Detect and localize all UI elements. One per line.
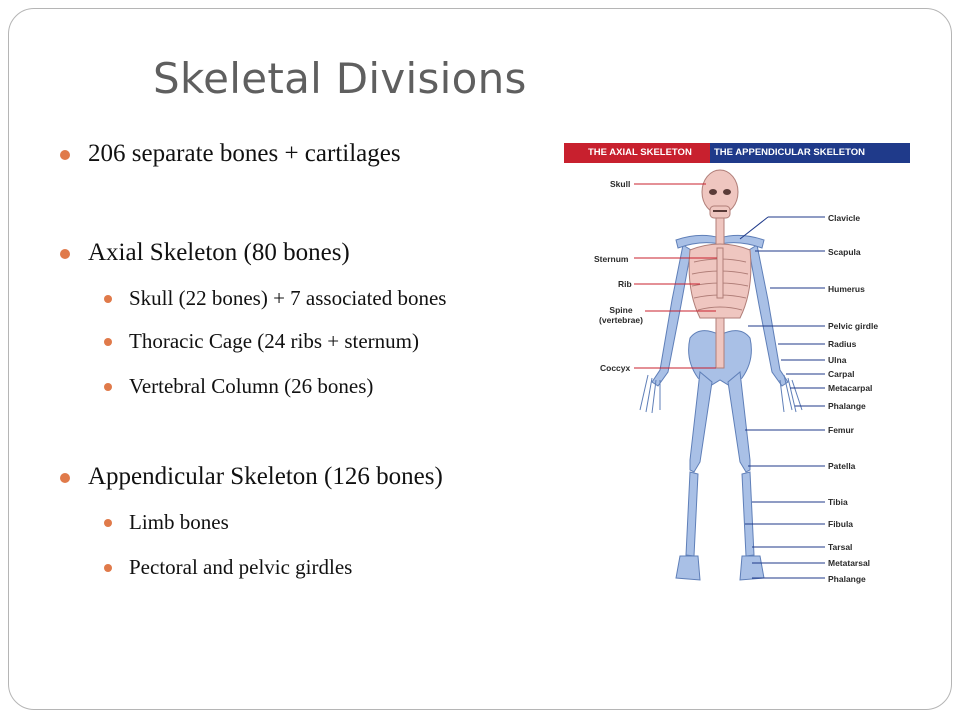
- label-phalange-foot: Phalange: [828, 574, 866, 584]
- banner-axial: THE AXIAL SKELETON: [564, 143, 710, 163]
- bullet-total-bones: 206 separate bones + cartilages: [88, 140, 401, 167]
- label-radius: Radius: [828, 339, 857, 349]
- label-spine: Spine (vertebrae): [599, 305, 643, 325]
- label-clavicle: Clavicle: [828, 213, 861, 223]
- label-skull: Skull: [610, 179, 631, 189]
- bullet-limb-bones: Limb bones: [129, 510, 229, 534]
- label-fibula: Fibula: [828, 519, 854, 529]
- label-metacarpal: Metacarpal: [828, 383, 873, 393]
- bullet-skull: Skull (22 bones) + 7 associated bones: [129, 286, 447, 310]
- label-pelvic-girdle: Pelvic girdle: [828, 321, 879, 331]
- label-femur: Femur: [828, 425, 854, 435]
- slide-title: Skeletal Divisions: [153, 54, 527, 103]
- label-scapula: Scapula: [828, 247, 861, 257]
- label-tibia: Tibia: [828, 497, 848, 507]
- bullet-appendicular-skeleton: Appendicular Skeleton (126 bones): [88, 463, 443, 490]
- bullet-vertebral-column: Vertebral Column (26 bones): [129, 374, 374, 398]
- bullet-axial-skeleton: Axial Skeleton (80 bones): [88, 239, 350, 266]
- label-humerus: Humerus: [828, 284, 865, 294]
- bullet-thoracic-cage: Thoracic Cage (24 ribs + sternum): [129, 329, 420, 353]
- banner-appendicular: THE APPENDICULAR SKELETON: [710, 143, 910, 163]
- bullet-girdles: Pectoral and pelvic girdles: [129, 555, 353, 579]
- label-metatarsal: Metatarsal: [828, 558, 871, 568]
- label-phalange-hand: Phalange: [828, 401, 866, 411]
- label-rib: Rib: [618, 279, 632, 289]
- label-tarsal: Tarsal: [828, 542, 853, 552]
- label-carpal: Carpal: [828, 369, 855, 379]
- label-ulna: Ulna: [828, 355, 847, 365]
- label-patella: Patella: [828, 461, 856, 471]
- label-sternum: Sternum: [594, 254, 629, 264]
- label-coccyx: Coccyx: [600, 363, 631, 373]
